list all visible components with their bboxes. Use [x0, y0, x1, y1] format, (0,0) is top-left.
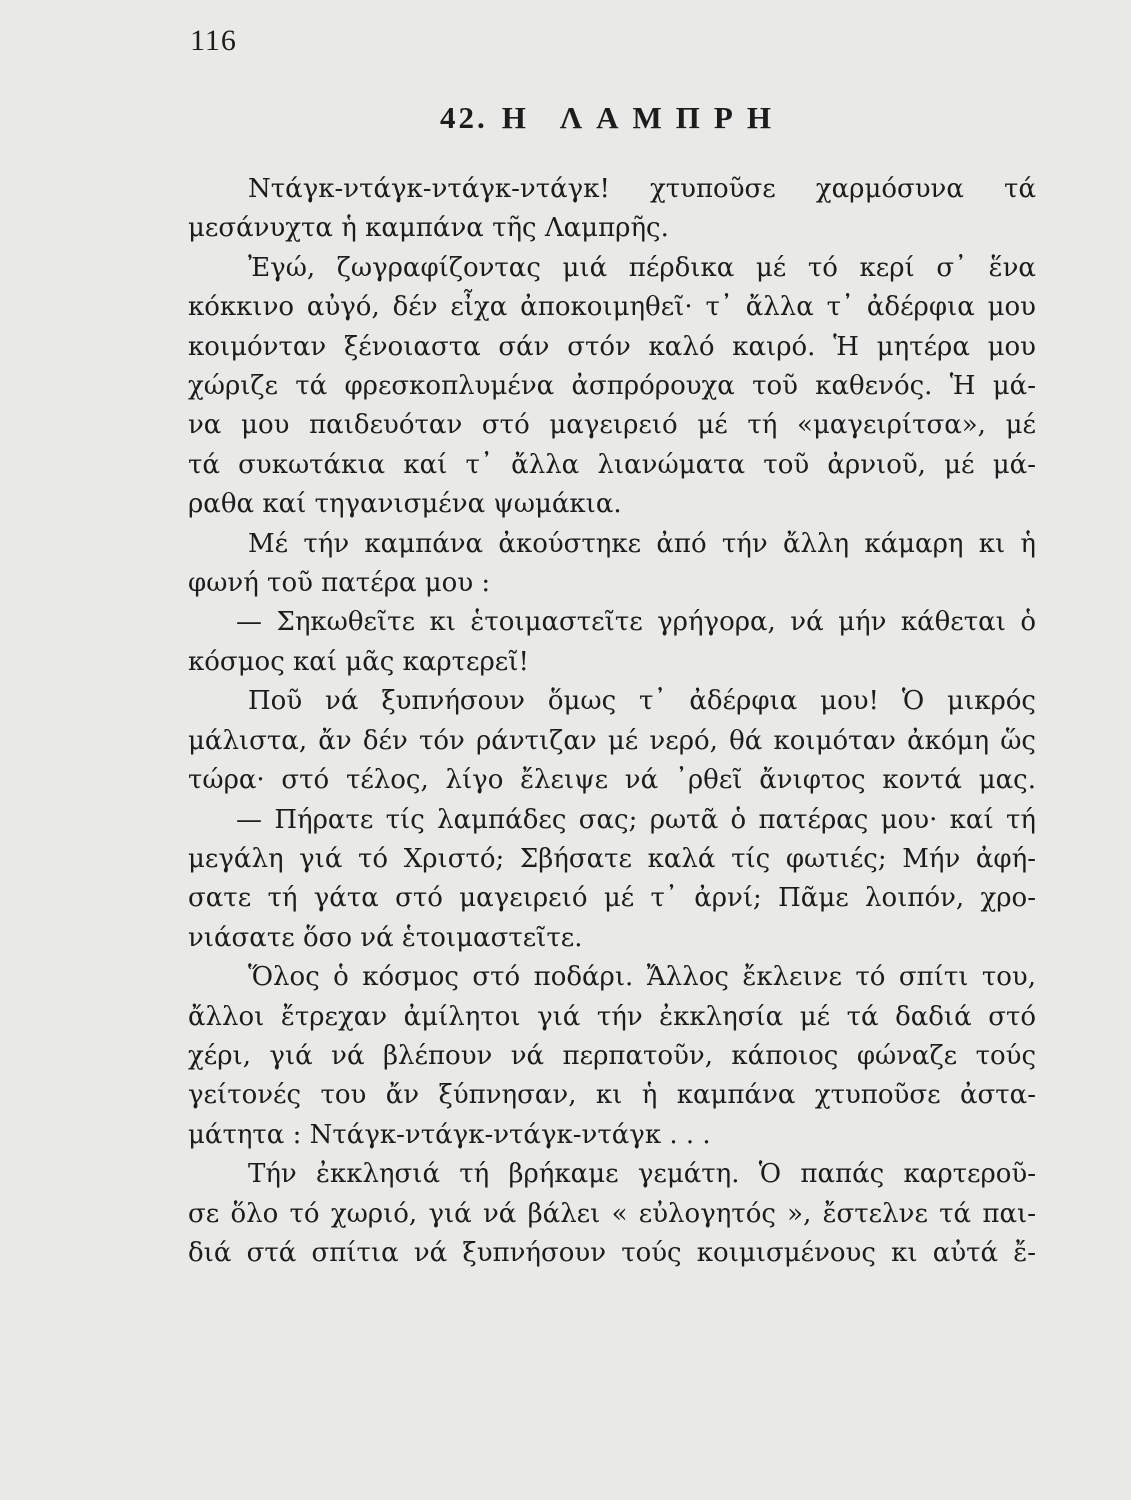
text-line: Μέ τήν καμπάνα ἀκούστηκε ἀπό τήν ἄλλη κάμαρη κι ἡ	[248, 528, 1036, 559]
text-line: φωνή τοῦ πατέρα μου :	[188, 568, 491, 599]
text-line: γείτονές του ἄν ξύπνησαν, κι ἡ καμπάνα χτυποῦσε ἀστα-	[188, 1080, 1036, 1111]
text-line: — Πήρατε τίς λαμπάδες σας; ρωτᾶ ὁ πατέρας μου· καί τή	[236, 804, 1036, 835]
text-line: χώριζε τά φρεσκοπλυμένα ἀσπρόρουχα τοῦ καθενός. Ἡ μά-	[188, 371, 1036, 402]
text-line: μάτητα : Ντάγκ-ντάγκ-ντάγκ-ντάγκ . . .	[188, 1119, 711, 1150]
text-line: μεσάνυχτα ἡ καμπάνα τῆς Λαμπρῆς.	[188, 213, 669, 244]
text-line: Τήν ἐκκλησιά τή βρήκαμε γεμάτη. Ὁ παπάς καρτεροῦ-	[248, 1159, 1036, 1190]
text-line: χέρι, γιά νά βλέπουν νά περπατοῦν, κάποιος φώναζε τούς	[188, 1040, 1036, 1071]
text-line: ραθα καί τηγανισμένα ψωμάκια.	[188, 489, 622, 520]
chapter-title: Η ΛΑΜΠΡΗ	[501, 100, 785, 135]
text-line: τώρα· στό τέλος, λίγο ἔλειψε νά ᾿ρθεῖ ἄνιφτος κοντά μας.	[188, 765, 1036, 796]
text-line: Ἐγώ, ζωγραφίζοντας μιά πέρδικα μέ τό κερί σ᾿ ἕνα	[248, 252, 1036, 283]
page-number: 116	[190, 24, 237, 57]
text-line: μεγάλη γιά τό Χριστό; Σβήσατε καλά τίς φωτιές; Μήν ἀφή-	[188, 843, 1036, 874]
text-line: κόκκινο αὐγό, δέν εἶχα ἀποκοιμηθεῖ· τ᾿ ἄλλα τ᾿ ἀδέρφια μου	[188, 292, 1036, 323]
text-line: κόσμος καί μᾶς καρτερεῖ!	[188, 646, 529, 677]
text-line: ἄλλοι ἔτρεχαν ἀμίλητοι γιά τήν ἐκκλησία μέ τά δαδιά στό	[188, 1001, 1036, 1032]
text-line: κοιμόνταν ξένοιαστα σάν στόν καλό καιρό. Ἡ μητέρα μου	[188, 331, 1036, 362]
text-line: Ντάγκ-ντάγκ-ντάγκ-ντάγκ! χτυποῦσε χαρμόσυνα τά	[248, 174, 1036, 204]
text-line: σατε τή γάτα στό μαγειρειό μέ τ᾿ ἀρνί; Πᾶμε λοιπόν, χρο-	[188, 883, 1036, 914]
text-line: Ποῦ νά ξυπνήσουν ὅμως τ᾿ ἀδέρφια μου! Ὁ μικρός	[248, 686, 1036, 717]
text-line: νιάσατε ὅσο νά ἑτοιμαστεῖτε.	[188, 922, 583, 953]
text-line: — Σηκωθεῖτε κι ἑτοιμαστεῖτε γρήγορα, νά μήν κάθεται ὁ	[236, 607, 1036, 638]
body-text	[188, 170, 1036, 1273]
text-line: Ὅλος ὁ κόσμος στό ποδάρι. Ἄλλος ἔκλεινε τό σπίτι του,	[248, 962, 1036, 993]
text-line: να μου παιδευόταν στό μαγειρειό μέ τή «μαγειρίτσα», μέ	[188, 410, 1036, 441]
chapter-heading	[440, 100, 785, 136]
chapter-number: 42.	[440, 100, 488, 135]
text-line: διά στά σπίτια νά ξυπνήσουν τούς κοιμισμένους κι αὐτά ἔ-	[188, 1237, 1036, 1268]
text-line: σε ὅλο τό χωριό, γιά νά βάλει « εὐλογητός », ἔστελνε τά παι-	[188, 1198, 1036, 1229]
text-line: μάλιστα, ἄν δέν τόν ράντιζαν μέ νερό, θά κοιμόταν ἀκόμη ὥς	[188, 725, 1036, 756]
text-line: τά συκωτάκια καί τ᾿ ἄλλα λιανώματα τοῦ ἀρνιοῦ, μέ μά-	[188, 449, 1036, 480]
